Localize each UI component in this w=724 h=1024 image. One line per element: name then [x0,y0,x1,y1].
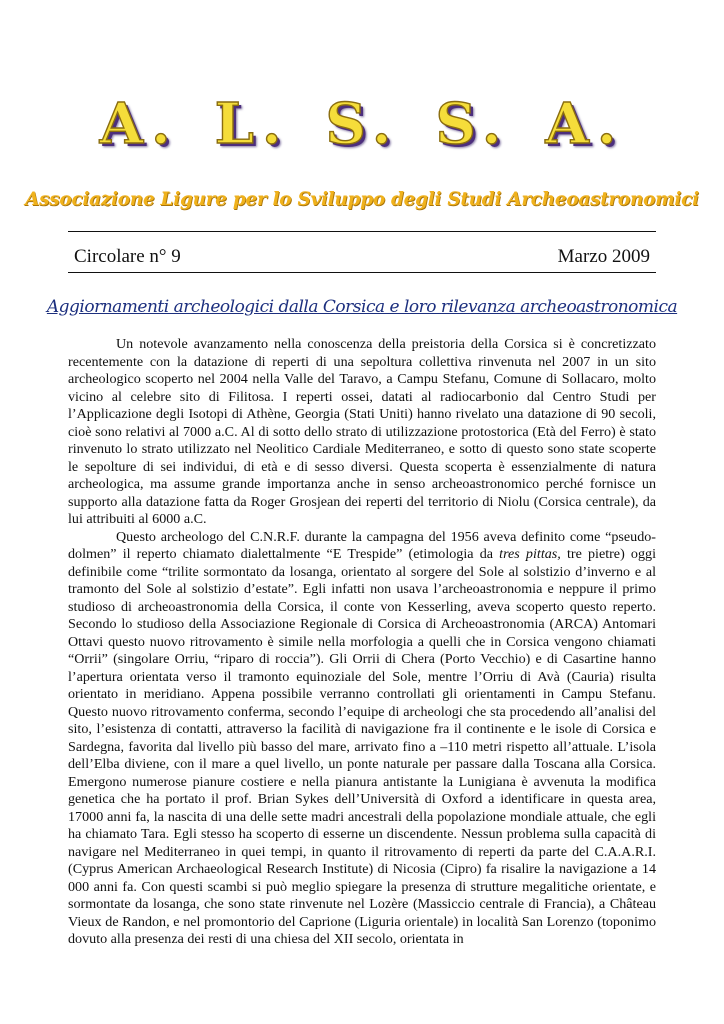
article-title: Aggiornamenti archeologici dalla Corsica e loro rilevanza archeoastronomica [46,297,678,317]
logo-letter-s1: S. [325,91,400,157]
paragraph-2-part-1: Questo archeologo del C.N.R.F. durante la campagna del 1956 aveva definito come “pseudo-dolmen” il reperto chiamato dialettalmente “E Trespide” (etimologia da [68,528,656,562]
paragraph-2-part-2: tre pietre) oggi definibile come “trilite sormontato da losanga, orientato al sorgere del Sole al solstizio d’inverno e al tramonto del Sole al solstizio d’estate”. Egli infatti non usava l’archeoastronomia e neppure il primo studioso di archeoastronomia della Corsica, il conte von Kesserling, aveva scoperto questo reperto. Secondo lo studioso della Associazione Regionale di Corsica di Archeoastronomia (ARCA) Antomari Ottavi questo nuovo ritrovamento è simile nella morfologia a quelli che in Corsica vengono chiamati “Orrii” (singolare Orriu, “riparo di roccia”). Gli Orrii di Chera (Porto Vecchio) e di Casartine hanno l’apertura orientata verso il tramonto equinoziale del Sole, mentre l’Orriu di Avà (Cauria) risulta orientato in meridiano. Appena possibile verranno controllati gli orientamenti in Campu Stefanu. Questo nuovo ritrovamento conferma, secondo l’equipe di archeologi che sta procedendo all’analisi del sito, l’esistenza di contatti, attraverso la facilità di navigazione fra il continente e le isole di Corsica e Sardegna, favorita dal livello più basso del mare, arrivato fino a –110 metri rispetto all’attuale. L’isola dell’Elba diviene, con il mare a quel livello, un ponte naturale per passare dalla Toscana alla Corsica. Emergono numerose pianure costiere e nella pianura antistante la Lunigiana è avvenuta la modifica genetica che ha portato il prof. Brian Sykes dell’Università di Oxford a identificare in questa area, 17000 anni fa, la nascita di una delle sette madri ancestrali della popolazione mondiale attuale, che egli ha chiamato Tara. Egli stesso ha scoperto di esserne un discendente. Nessun problema sulla capacità di navigare nel Mediterraneo in quei tempi, in quanto il ritrovamento di reperti da parte del C.A.A.R.I. (Cyprus American Archaeological Research Institute) di Nicosia (Cipro) fa risalire la navigazione a 14 000 anni fa. Con questi scambi si può meglio spiegare la presenza di strutture megalitiche orientate, e sormontate da losanga, che sono state rinvenute nel Lozère (Massiccio centrale di Francia), a Château Vieux de Randon, e nel promontorio del Caprione (Liguria orientale) in località San Lorenzo (toponimo dovuto alla presenza dei resti di una chiesa del XII secolo, orientata in [68,546,656,947]
logo-letter-s2: S. [435,91,510,157]
circular-date: Marzo 2009 [557,246,650,267]
circular-number: Circolare n° 9 [74,246,181,267]
association-logo [0,92,724,156]
circular-info-row [74,246,650,268]
header-rule-bottom [68,272,656,273]
header-rule-top [68,231,656,232]
article-body [68,336,656,949]
association-full-name: Associazione Ligure per lo Sviluppo degli Studi Archeoastronomici [25,189,699,210]
logo-letter-l: L. [214,91,290,157]
logo-letter-a2: A. [545,91,625,157]
logo-letter-a1: A. [99,91,179,157]
paragraph-1: Un notevole avanzamento nella conoscenza della preistoria della Corsica si è concretizzato recentemente con la datazione di reperti di una sepoltura collettiva rinvenuta nel 2007 in un sito archeologico scoperto nel 2004 nella Valle del Taravo, a Campu Stefanu, Comune di Sollacaro, molto vicino al celebre sito di Filitosa. I reperti ossei, datati al radiocarbonio dal Centro Studi per l’Applicazione degli Isotopi di Athène, Georgia (Stati Uniti) hanno rivelato una datazione di 90 secoli, cioè sono relativi al 7000 a.C. Al di sotto dello strato di utilizzazione protostorica (Età del Ferro) è stato rinvenuto lo strato utilizzato nel Neolitico Cardiale Mediterraneo, e sotto di questo sono state scoperte le sepolture di sei individui, di età e di sesso diversi. Questa scoperta è essenzialmente di natura archeologica, ma assume grande importanza anche in senso archeoastronomico perché fornisce un supporto alla datazione fatta da Roger Grosjean dei reperti del territorio di Niolu (Corsica centrale), da lui attribuiti al 6000 a.C. [68,336,656,527]
paragraph-2 [68,529,656,949]
paragraph-2-italic-term: tres pittas, [499,546,561,562]
